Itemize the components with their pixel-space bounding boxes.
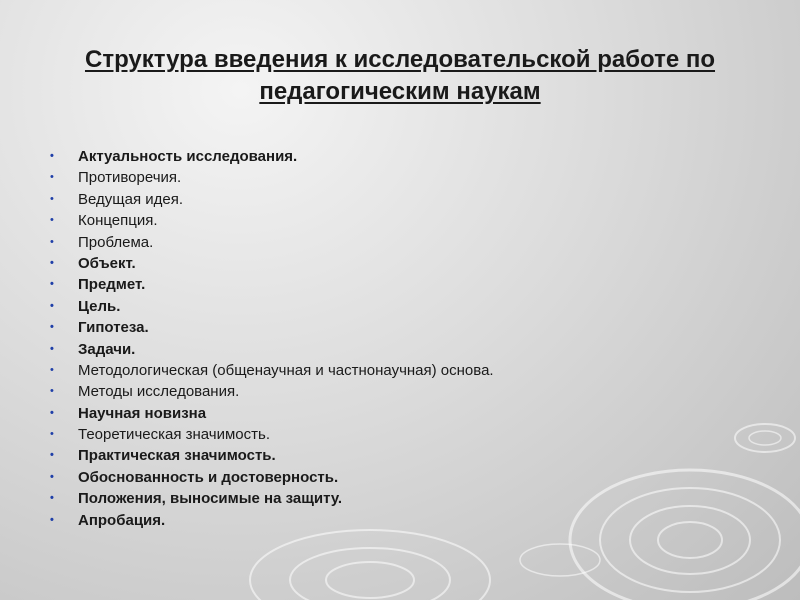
list-item-text: Предмет. [78,276,146,294]
list-item [50,488,494,509]
bullet-icon: • [50,492,54,505]
bullet-icon: • [50,278,54,291]
list-item-text: Концепция. [78,212,158,230]
bullet-icon: • [50,299,54,312]
list-item-text: Проблема. [78,233,154,251]
list-item [50,210,494,231]
list-item [50,167,494,188]
bullet-icon: • [50,214,54,227]
bullet-icon: • [50,256,54,269]
bullet-icon: • [50,428,54,441]
bullet-icon: • [50,192,54,205]
bullet-icon: • [50,513,54,526]
bullet-icon: • [50,470,54,483]
list-item-text: Положения, выносимые на защиту. [78,490,343,508]
list-item [50,189,494,210]
title-line-2: педагогическим наукам [259,78,541,105]
list-item [50,317,494,338]
slide-title [40,44,760,108]
list-item-text: Теоретическая значимость. [78,426,270,444]
list-item [50,146,494,167]
list-item-text: Актуальность исследования. [78,148,298,165]
bullet-list [50,146,494,531]
bullet-icon: • [50,406,54,419]
list-item-text: Обоснованность и достоверность. [78,468,339,486]
list-item [50,274,494,295]
list-item-text: Практическая значимость. [78,447,276,465]
bullet-icon: • [50,363,54,376]
list-item [50,381,494,402]
list-item [50,232,494,253]
list-item-text: Методологическая (общенаучная и частнонаучная) основа. [78,361,494,379]
title-line-1: Структура введения к исследовательской работе по [84,46,716,73]
bullet-icon: • [50,235,54,248]
list-item [50,296,494,317]
list-item-text: Ведущая идея. [78,190,184,208]
list-item [50,510,494,531]
bullet-icon: • [50,321,54,334]
list-item-text: Объект. [78,254,136,272]
list-item [50,424,494,445]
list-item-text: Методы исследования. [78,383,240,401]
bullet-icon: • [50,385,54,398]
list-item [50,403,494,424]
bullet-icon: • [50,449,54,462]
list-item-text: Гипотеза. [78,319,149,337]
list-item [50,339,494,360]
list-item-text: Задачи. [78,340,136,358]
list-item [50,445,494,466]
list-item [50,253,494,274]
list-item-text: Противоречия. [78,169,182,187]
list-item-text: Апробация. [78,511,166,529]
bullet-icon: • [50,342,54,355]
list-item [50,360,494,381]
list-item-text: Научная новизна [78,404,207,422]
bullet-icon: • [50,171,54,184]
list-item [50,467,494,488]
bullet-icon: • [50,150,54,162]
list-item-text: Цель. [78,297,121,315]
